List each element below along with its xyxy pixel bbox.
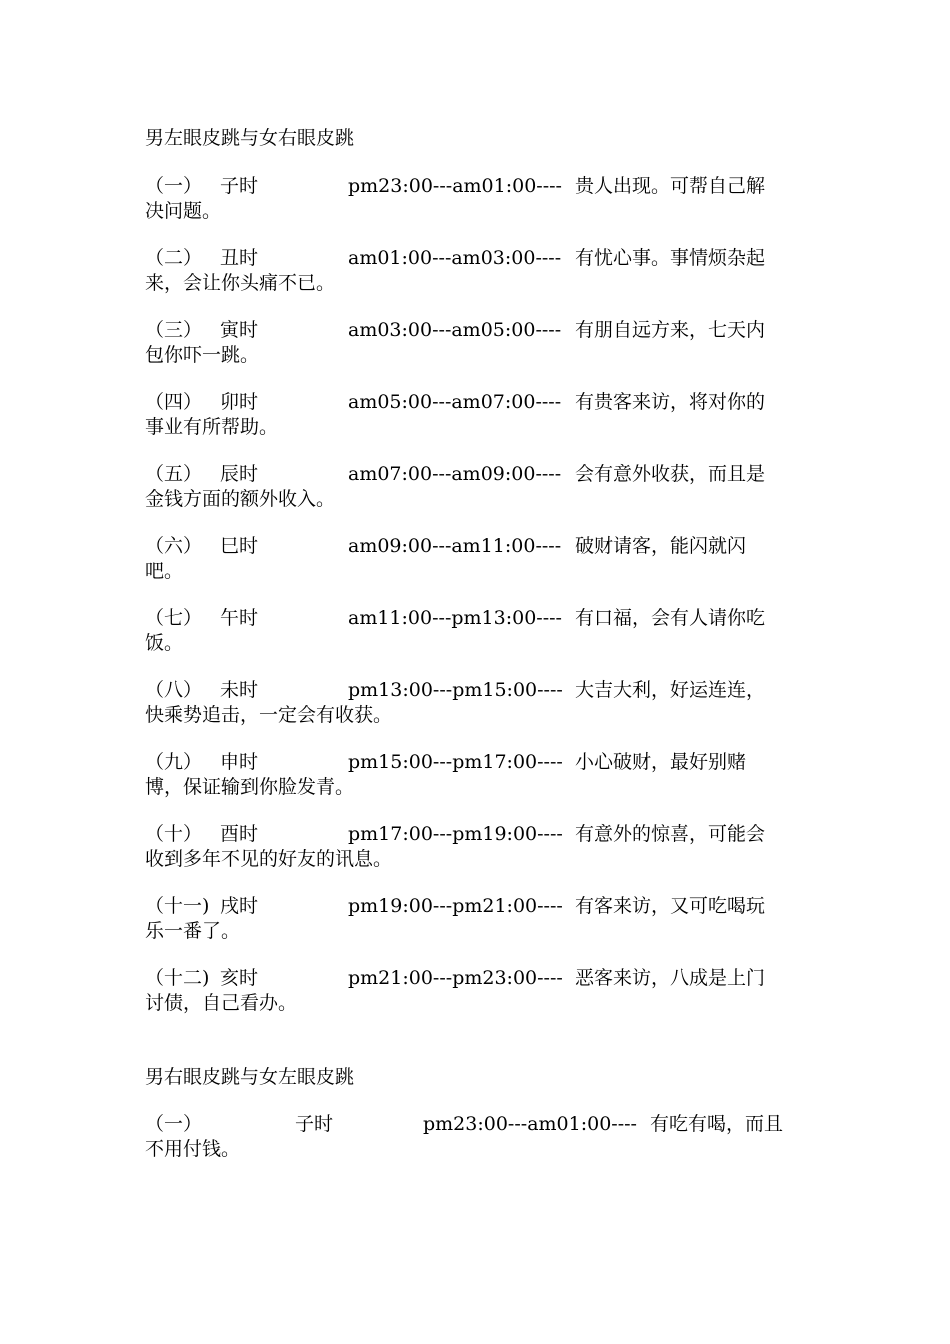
entry-1-8 xyxy=(145,678,805,728)
entry-shichen: 巳时 xyxy=(220,535,259,557)
entry-number: （十） xyxy=(145,823,203,845)
entry-time-range: am03:00---am05:00---- xyxy=(348,319,562,341)
entry-number: （九） xyxy=(145,751,203,773)
entry-time-range: pm23:00---am01:00---- xyxy=(348,175,562,197)
entry-1-4 xyxy=(145,390,805,440)
entry-meaning: 有忧心事。事情烦杂起 xyxy=(575,247,766,269)
entry-time-range: pm19:00---pm21:00---- xyxy=(348,895,563,917)
entry-meaning: 贵人出现。可帮自己解 xyxy=(575,175,766,197)
entry-meaning: 破财请客，能闪就闪 xyxy=(575,535,747,557)
entry-time-range: am07:00---am09:00---- xyxy=(348,463,562,485)
entry-shichen: 子时 xyxy=(295,1113,334,1135)
entry-number: （一） xyxy=(145,175,203,197)
entry-meaning-cont: 金钱方面的额外收入。 xyxy=(145,488,336,510)
entry-number: （六） xyxy=(145,535,203,557)
entry-time-range: pm17:00---pm19:00---- xyxy=(348,823,563,845)
entry-1-10 xyxy=(145,822,805,872)
section-2-title: 男右眼皮跳与女左眼皮跳 xyxy=(145,1066,355,1088)
entry-1-1 xyxy=(145,174,805,224)
entry-meaning: 有贵客来访，将对你的 xyxy=(575,391,766,413)
entry-shichen: 寅时 xyxy=(220,319,259,341)
entry-meaning-cont: 快乘势追击，一定会有收获。 xyxy=(145,704,393,726)
entry-meaning-cont: 吧。 xyxy=(145,560,184,582)
entry-1-11 xyxy=(145,894,805,944)
entry-meaning-cont: 决问题。 xyxy=(145,200,222,222)
section-1-title: 男左眼皮跳与女右眼皮跳 xyxy=(145,127,355,149)
entry-1-5 xyxy=(145,462,805,512)
entry-number: （五） xyxy=(145,463,203,485)
entry-time-range: am05:00---am07:00---- xyxy=(348,391,562,413)
entry-time-range: am09:00---am11:00---- xyxy=(348,535,562,557)
entry-meaning: 小心破财，最好别赌 xyxy=(575,751,747,773)
entry-number: （一） xyxy=(145,1113,203,1135)
entry-shichen: 未时 xyxy=(220,679,259,701)
entry-meaning-cont: 包你吓一跳。 xyxy=(145,344,260,366)
entry-meaning: 有吃有喝，而且 xyxy=(650,1113,784,1135)
entry-meaning-cont: 博，保证输到你脸发青。 xyxy=(145,776,355,798)
entry-time-range: am01:00---am03:00---- xyxy=(348,247,562,269)
entry-meaning: 有意外的惊喜，可能会 xyxy=(575,823,766,845)
entry-shichen: 卯时 xyxy=(220,391,259,413)
entry-meaning: 恶客来访，八成是上门 xyxy=(575,967,766,989)
entry-number: （十二) xyxy=(145,967,210,989)
entry-shichen: 亥时 xyxy=(220,967,259,989)
entry-meaning-cont: 不用付钱。 xyxy=(145,1138,241,1160)
entry-2-1 xyxy=(145,1112,805,1162)
entry-1-3 xyxy=(145,318,805,368)
entry-meaning: 有客来访，又可吃喝玩 xyxy=(575,895,766,917)
entry-meaning: 大吉大利，好运连连， xyxy=(575,679,766,701)
entry-1-9 xyxy=(145,750,805,800)
entry-shichen: 丑时 xyxy=(220,247,259,269)
entry-meaning-cont: 饭。 xyxy=(145,632,184,654)
entry-time-range: pm15:00---pm17:00---- xyxy=(348,751,563,773)
entry-meaning-cont: 讨债，自己看办。 xyxy=(145,992,298,1014)
entry-1-6 xyxy=(145,534,805,584)
entry-time-range: pm13:00---pm15:00---- xyxy=(348,679,563,701)
entry-meaning: 会有意外收获，而且是 xyxy=(575,463,766,485)
entry-number: （三） xyxy=(145,319,203,341)
entry-meaning-cont: 收到多年不见的好友的讯息。 xyxy=(145,848,393,870)
entry-meaning-cont: 事业有所帮助。 xyxy=(145,416,279,438)
entry-number: （八） xyxy=(145,679,203,701)
entry-meaning: 有朋自远方来，七天内 xyxy=(575,319,766,341)
entry-number: （十一) xyxy=(145,895,210,917)
entry-meaning-cont: 来，会让你头痛不已。 xyxy=(145,272,336,294)
entry-shichen: 酉时 xyxy=(220,823,259,845)
entry-shichen: 子时 xyxy=(220,175,259,197)
entry-meaning-cont: 乐一番了。 xyxy=(145,920,241,942)
entry-1-12 xyxy=(145,966,805,1016)
entry-meaning: 有口福，会有人请你吃 xyxy=(575,607,766,629)
entry-shichen: 午时 xyxy=(220,607,259,629)
entry-time-range: pm21:00---pm23:00---- xyxy=(348,967,563,989)
entry-time-range: am11:00---pm13:00---- xyxy=(348,607,562,629)
entry-1-2 xyxy=(145,246,805,296)
entry-shichen: 戌时 xyxy=(220,895,259,917)
entry-number: （七） xyxy=(145,607,203,629)
entry-shichen: 申时 xyxy=(220,751,259,773)
entry-1-7 xyxy=(145,606,805,656)
entry-number: （四） xyxy=(145,391,203,413)
entry-shichen: 辰时 xyxy=(220,463,259,485)
entry-time-range: pm23:00---am01:00---- xyxy=(423,1113,637,1135)
entry-number: （二） xyxy=(145,247,203,269)
